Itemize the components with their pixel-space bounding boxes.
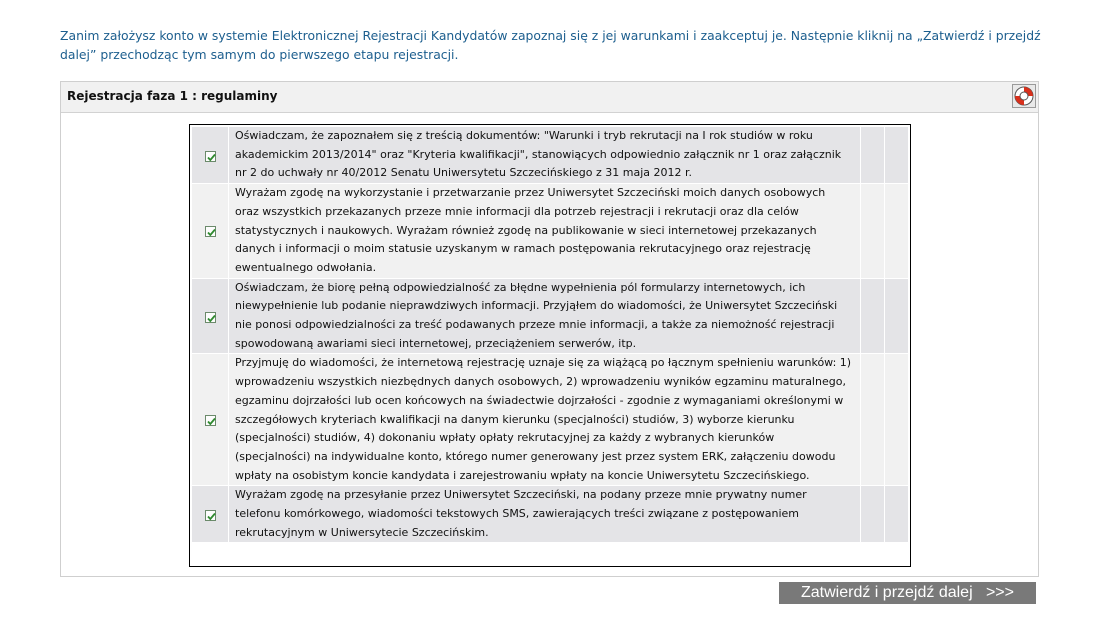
term-checkbox[interactable] [205,415,216,426]
term-checkbox-cell [192,184,228,278]
term-row [192,184,908,278]
term-extra-cell [885,184,908,278]
checkmark-icon [206,511,217,522]
term-extra-cell [861,279,884,354]
term-extra-cell [885,354,908,485]
term-checkbox[interactable] [205,226,216,237]
checkmark-icon [206,227,217,238]
term-row [192,127,908,183]
term-checkbox[interactable] [205,510,216,521]
term-checkbox-cell [192,127,228,183]
checkmark-icon [206,416,217,427]
term-row [192,486,908,542]
terms-table [191,126,909,543]
panel-title: Rejestracja faza 1 : regulaminy [67,89,278,103]
term-extra-cell [861,184,884,278]
term-text: Oświadczam, że zapoznałem się z treścią dokumentów: "Warunki i tryb rekrutacji na I rok studiów w roku akademickim 2013/2014" oraz "Kryteria kwalifikacji", stanowiących odpowiednio załącznik nr 1 oraz załącznik nr 2 do uchwały nr 40/2012 Senatu Uniwersytetu Szczecińskiego z 31 maja 2012 r. [229,127,860,183]
term-checkbox-cell [192,486,228,542]
term-checkbox[interactable] [205,151,216,162]
term-extra-cell [885,127,908,183]
term-extra-cell [861,127,884,183]
intro-text: Zanim założysz konto w systemie Elektronicznej Rejestracji Kandydatów zapoznaj się z jej warunkami i zaakceptuj je. Następnie kliknij na „Zatwierdź i przejdź dalej” przechodząc tym samym do pierwszego etapu rejestracji. [60,28,1041,62]
panel-header [61,82,1038,113]
submit-button[interactable]: Zatwierdź i przejdź dalej >>> [779,582,1036,604]
term-row [192,279,908,354]
term-text: Przyjmuję do wiadomości, że internetową rejestrację uznaje się za wiążącą po łącznym spełnieniu warunków: 1) wprowadzeniu wszystkich niezbędnych danych osobowych, 2) wprowadzeniu wyników egzaminu maturalnego, egzaminu dojrzałości lub ocen końcowych na świadectwie dojrzałości - zgodnie z wymaganiami określonymi w szczegółowych kryteriach kwalifikacji na danym kierunku (specjalności) studiów, 3) wyborze kierunku (specjalności) studiów, 4) dokonaniu wpłaty opłaty rekrutacyjnej za każdy z wybranych kierunków (specjalności) na indywidualne konto, którego numer generowany jest przez system ERK, załączeniu dowodu wpłaty na osobistym koncie kandydata i zarejestrowaniu wpłaty na koncie Uniwersytetu Szczecińskiego. [229,354,860,485]
checkmark-icon [206,313,217,324]
term-text: Wyrażam zgodę na przesyłanie przez Uniwersytet Szczeciński, na podany przeze mnie prywatny numer telefonu komórkowego, wiadomości tekstowych SMS, zawierających treści związane z postępowaniem rekrutacyjnym w Uniwersytecie Szczecińskim. [229,486,860,542]
term-checkbox-cell [192,354,228,485]
checkmark-icon [206,152,217,163]
term-extra-cell [861,486,884,542]
term-extra-cell [861,354,884,485]
term-text: Oświadczam, że biorę pełną odpowiedzialność za błędne wypełnienia pól formularzy internetowych, ich niewypełnienie lub podanie nieprawdziwych informacji. Przyjąłem do wiadomości, że Uniwersytet Szczeciński nie ponosi odpowiedzialności za treść podawanych przeze mnie informacji, a także za niemożność rejestracji spowodowaną awariami sieci internetowej, przeciążeniem serwerów, itp. [229,279,860,354]
term-checkbox-cell [192,279,228,354]
term-checkbox[interactable] [205,312,216,323]
term-text: Wyrażam zgodę na wykorzystanie i przetwarzanie przez Uniwersytet Szczeciński moich danych osobowych oraz wszystkich przekazanych przeze mnie informacji dla potrzeb rejestracji i rekrutacji oraz dla celów statystycznych i naukowych. Wyrażam również zgodę na publikowanie w sieci internetowej przekazanych danych i informacji o moim statusie uzyskanym w ramach postępowania rekrutacyjnego oraz rejestrację ewentualnego odwołania. [229,184,860,278]
registration-panel [60,81,1039,577]
term-extra-cell [885,486,908,542]
lifebuoy-icon[interactable] [1012,84,1036,108]
term-row [192,354,908,485]
terms-list [189,124,911,567]
term-extra-cell [885,279,908,354]
